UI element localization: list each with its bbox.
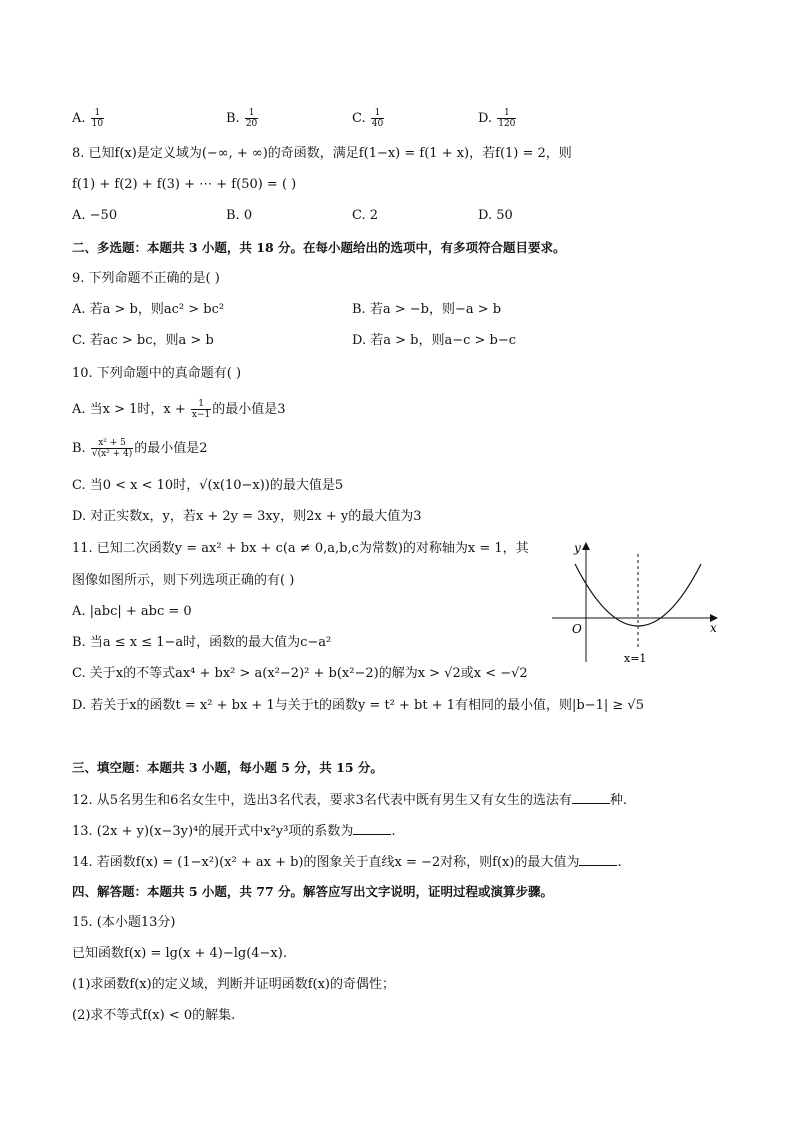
q15-part-2: (2)求不等式f(x) < 0的解集.: [72, 1008, 236, 1023]
numerator: x² + 5: [91, 438, 133, 449]
denominator: 10: [91, 119, 104, 129]
q9-option-d: D. 若a > b，则a−c > b−c: [352, 333, 517, 348]
q7-option-b: [226, 108, 259, 129]
q10-option-a: [72, 399, 286, 420]
q10-stem: 10. 下列命题中的真命题有( ): [72, 366, 242, 381]
x-axis-label: x: [710, 621, 717, 635]
denominator: 120: [498, 119, 516, 129]
denominator: √(x² + 4): [91, 449, 133, 459]
numerator: 1: [497, 108, 516, 119]
q11-option-c: C. 关于x的不等式ax⁴ + bx² > a(x²−2)² + b(x²−2)的解为x > √2或x < −√2: [72, 666, 528, 681]
q11-stem-line-2: 图像如图所示，则下列选项正确的有( ): [72, 573, 295, 588]
option-label: A.: [72, 111, 86, 126]
denominator: 20: [245, 119, 258, 129]
option-label: B.: [72, 441, 86, 456]
option-text: 的最小值是2: [134, 441, 208, 456]
q10-option-b: [72, 438, 208, 459]
q9-option-c: C. 若ac > bc，则a > b: [72, 333, 214, 348]
answer-blank: [572, 791, 610, 804]
q8-option-a: A. −50: [72, 208, 118, 223]
q10-option-d: D. 对正实数x，y，若x + 2y = 3xy，则2x + y的最大值为3: [72, 509, 422, 524]
q8-stem-line-2: f(1) + f(2) + f(3) + ⋯ + f(50) = ( ): [72, 177, 297, 192]
q14: [72, 853, 622, 871]
numerator: 1: [245, 108, 258, 119]
question-text: 13. (2x + y)(x−3y)⁴的展开式中x²y³项的系数为: [72, 824, 354, 839]
q11-stem-line-1: 11. 已知二次函数y = ax² + bx + c(a ≠ 0,a,b,c为常数)的对称轴为x = 1，其: [72, 541, 529, 556]
q8-stem-line-1: 8. 已知f(x)是定义域为(−∞, + ∞)的奇函数，满足f(1−x) = f(1 + x)，若f(1) = 2，则: [72, 146, 572, 161]
q13: [72, 822, 396, 840]
parabola-graph: [548, 538, 728, 668]
fraction: [371, 108, 384, 129]
q9-option-a: A. 若a > b，则ac² > bc²: [72, 302, 225, 317]
q11-option-a: A. |abc| + abc = 0: [72, 604, 192, 619]
q15-title: 15. (本小题13分): [72, 915, 176, 930]
q8-option-b: B. 0: [226, 208, 253, 223]
q15-part-1: (1)求函数f(x)的定义域，判断并证明函数f(x)的奇偶性；: [72, 977, 395, 992]
q11-option-b: B. 当a ≤ x ≤ 1−a时，函数的最大值为c−a²: [72, 635, 332, 650]
y-axis-label: y: [574, 541, 581, 555]
q12: [72, 791, 627, 809]
symmetry-axis-label: x=1: [624, 652, 647, 665]
question-text: .: [391, 824, 396, 839]
q9-stem: 9. 下列命题不正确的是( ): [72, 271, 220, 286]
numerator: 1: [191, 399, 211, 410]
q7-option-c: [352, 108, 385, 129]
fraction: [91, 108, 104, 129]
option-label: C.: [352, 111, 366, 126]
denominator: x−1: [191, 410, 211, 420]
fraction: [497, 108, 516, 129]
question-text: .: [617, 855, 622, 870]
q9-option-b: B. 若a > −b，则−a > b: [352, 302, 502, 317]
question-text: 14. 若函数f(x) = (1−x²)(x² + ax + b)的图象关于直线x = −2对称，则f(x)的最大值为: [72, 855, 580, 870]
q7-option-a: [72, 108, 105, 129]
option-label: B.: [226, 111, 240, 126]
q10-option-c: C. 当0 < x < 10时，√(x(10−x))的最大值是5: [72, 478, 344, 493]
numerator: 1: [371, 108, 384, 119]
fraction: [91, 438, 133, 459]
answer-blank: [579, 853, 617, 866]
question-text: 12. 从5名男生和6名女生中，选出3名代表，要求3名代表中既有男生又有女生的选法有: [72, 793, 572, 808]
fraction: [191, 399, 211, 420]
q11-option-d: D. 若关于x的函数t = x² + bx + 1与关于t的函数y = t² + bt + 1有相同的最小值，则|b−1| ≥ √5: [72, 698, 644, 713]
option-text: A. 当x > 1时，x +: [72, 402, 186, 417]
section-heading-solutions: 四、解答题：本题共 5 小题，共 77 分。解答应写出文字说明，证明过程或演算步骤。: [72, 884, 554, 899]
question-text: 种.: [609, 793, 628, 808]
answer-blank: [353, 822, 391, 835]
q8-option-d: D. 50: [478, 208, 513, 223]
section-heading-multiple-choice: 二、多选题：本题共 3 小题，共 18 分。在每小题给出的选项中，有多项符合题目要求。: [72, 240, 566, 255]
option-text: 的最小值是3: [212, 402, 286, 417]
numerator: 1: [91, 108, 104, 119]
q8-option-c: C. 2: [352, 208, 379, 223]
denominator: 40: [371, 119, 384, 129]
q7-option-d: [478, 108, 517, 129]
section-heading-fill-in: 三、填空题：本题共 3 小题，每小题 5 分，共 15 分。: [72, 760, 383, 775]
q15-stem: 已知函数f(x) = lg(x + 4)−lg(4−x).: [72, 946, 287, 961]
option-label: D.: [478, 111, 493, 126]
origin-label: O: [572, 622, 582, 636]
fraction: [245, 108, 258, 129]
